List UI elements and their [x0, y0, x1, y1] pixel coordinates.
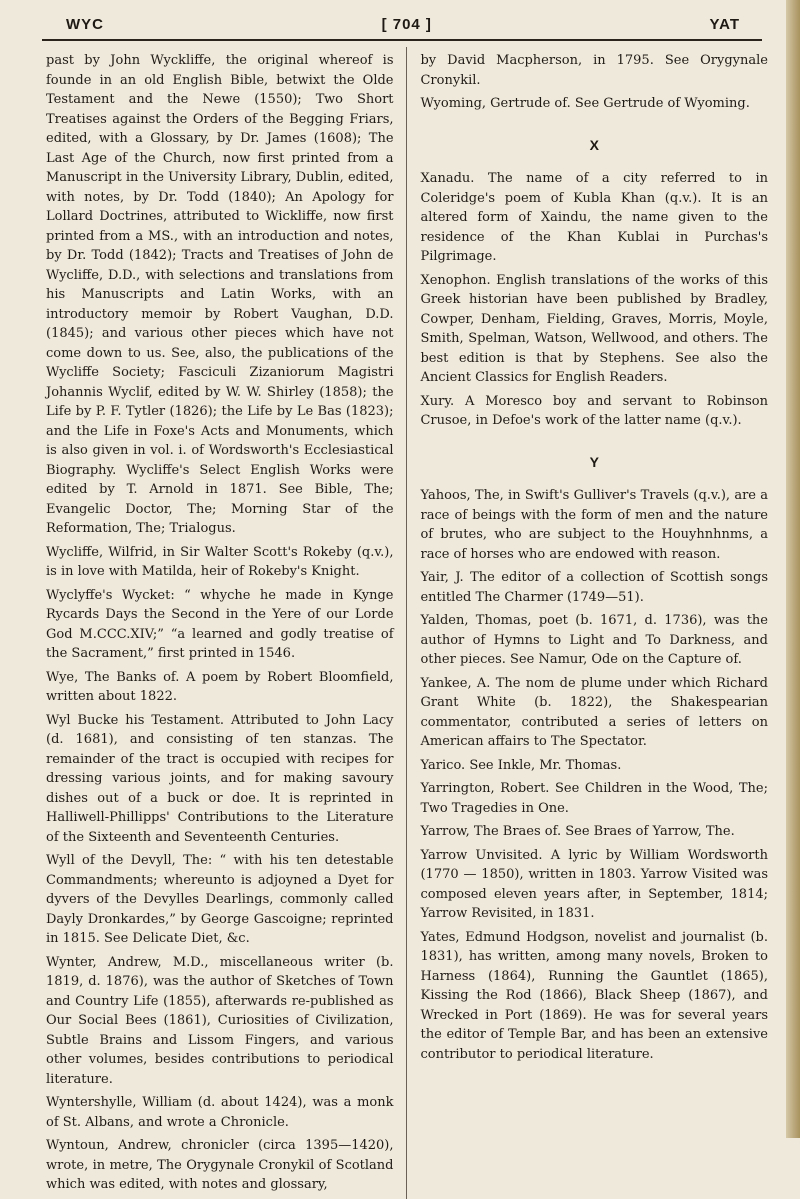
entry-yalden: Yalden, Thomas, poet (b. 1671, d. 1736), was the author of Hymns to Light and To Darkness, and other pieces. See Namur, Ode on the Capture of.: [420, 613, 768, 667]
running-header: [26, 16, 774, 33]
entry-wyclyffes-wycket: Wyclyffe's Wycket: “ whyche he made in Kynge Rycards Days the Second in the Yere of our Lorde God M.CCC.XIV;” “a learned and godly treatise of the Sacrament,” first printed in 1546.: [46, 587, 394, 661]
entry-yarrington: Yarrington, Robert. See Children in the Wood, The; Two Tragedies in One.: [420, 781, 768, 816]
entry-wyl-bucke: Wyl Bucke his Testament. Attributed to John Lacy (d. 1681), and consisting of ten stanzas. The remainder of the tract is occupied with recipes for dressing various joints, and for making savoury dishes out of a buck or doe. It is reprinted in Halliwell-Phillipps' Contributions to the Literature of the Sixteenth and Seventeenth Centuries.: [46, 712, 394, 845]
section-letter-y: Y: [589, 453, 599, 470]
entry-yahoos: Yahoos, The, in Swift's Gulliver's Travels (q.v.), are a race of beings with the form of men and the nature of brutes, who are subject to the Houyhnhnms, a race of horses who are endowed with reason.: [420, 488, 768, 562]
left-column: [26, 51, 406, 1199]
entry-xanadu: Xanadu. The name of a city referred to in Coleridge's poem of Kubla Khan (q.v.). It is an altered form of Xaindu, the name given to the residence of the Khan Kublai in Purchas's Pilgrimage.: [420, 171, 768, 264]
right-column: [406, 51, 774, 1199]
page-edge-shading: [786, 0, 800, 1138]
entry-wyntoun: Wyntoun, Andrew, chronicler (circa 1395—1420), wrote, in metre, The Orygynale Cronykil of Scotland which was edited, with notes and glossary,: [46, 1138, 394, 1192]
entry-wynter-andrew: Wynter, Andrew, M.D., miscellaneous writer (b. 1819, d. 1876), was the author of Sketches of Town and Country Life (1855), afterwards re-published as Our Social Bees (1861), Curiosities of Civilization, Subtle Brains and Lissom Fingers, and various other volumes, besides contributions to periodical literature.: [46, 954, 394, 1087]
entry-yarrow-unvisited: Yarrow Unvisited. A lyric by William Wordsworth (1770 — 1850), written in 1803. Yarrow Visited was composed eleven years after, in September, 1814; Yarrow Revisited, in 1831.: [420, 847, 768, 921]
header-rule: [42, 39, 762, 41]
entry-yates: Yates, Edmund Hodgson, novelist and journalist (b. 1831), has written, among many novels, Broken to Harness (1864), Running the Gauntlet (1865), Kissing the Rod (1866), Black Sheep (1867), and Wrecked in Port (1869). He was for several years the editor of Temple Bar, and has been an extensive contributor to periodical literature.: [420, 929, 768, 1062]
entry-wyntershylle: Wyntershylle, William (d. about 1424), was a monk of St. Albans, and wrote a Chronicle.: [46, 1095, 394, 1130]
entry-xury: Xury. A Moresco boy and servant to Robinson Crusoe, in Defoe's work of the latter name (q.v.).: [420, 393, 768, 428]
entry-wycliffe-wilfrid: Wycliffe, Wilfrid, in Sir Walter Scott's Rokeby (q.v.), is in love with Matilda, heir of Rokeby's Knight.: [46, 544, 394, 579]
entry-wyll-devyll: Wyll of the Devyll, The: “ with his ten detestable Commandments; whereunto is adjoyned a Dyet for dyvers of the Devylles Dearlings, commonly called Dayly Dronkardes,” by George Gascoigne; reprinted in 1815. See Delicate Diet, &c.: [46, 853, 394, 946]
two-column-body: [26, 51, 774, 1199]
entry-wyoming-gertrude: Wyoming, Gertrude of. See Gertrude of Wyoming.: [420, 96, 750, 111]
entry-wye-banks: Wye, The Banks of. A poem by Robert Bloomfield, written about 1822.: [46, 669, 394, 704]
entry-yarrow-braes: Yarrow, The Braes of. See Braes of Yarrow, The.: [420, 824, 735, 839]
header-page-number: [ 704 ]: [381, 16, 432, 33]
header-right-guide-word: YAT: [709, 16, 740, 33]
header-left-guide-word: WYC: [66, 16, 104, 33]
entry-yankee: Yankee, A. The nom de plume under which Richard Grant White (b. 1822), the Shakespearian commentator, contributed a series of letters on American affairs to The Spectator.: [420, 675, 768, 749]
entry-wycliffe-continued: past by John Wyckliffe, the original whereof is founde in an old English Bible, betwixt the Olde Testament and the Newe (1550); Two Short Treatises against the Orders of the Begging Friars, edited, with a Glossary, by Dr. James (1608); The Last Age of the Church, now first printed from a Manuscript in the University Library, Dublin, edited, with notes, by Dr. Todd (1840); An Apology for Lollard Doctrines, attributed to Wickliffe, now first printed from a MS., with an introduction and notes, by Dr. Todd (1842); Tracts and Treatises of John de Wycliffe, D.D., with selections and translations from his Manuscripts and Latin Works, with an introductory memoir by Robert Vaughan, D.D. (1845); and various other pieces which have not come down to us. See, also, the publications of the Wycliffe Society; Fasciculi Zizaniorum Magistri Johannis Wyclif, edited by W. W. Shirley (1858); the Life by P. F. Tytler (1826); the Life by Le Bas (1823); and the Life in Foxe's Acts and Monuments, which is also given in vol. i. of Wordsworth's Ecclesiastical Biography. Wycliffe's Select English Works were edited by T. Arnold in 1871. See Bible, The; Evangelic Doctor, The; Morning Star of the Reformation, The; Trialogus.: [46, 53, 394, 536]
section-letter-x: X: [589, 136, 599, 153]
entry-wyntoun-continued: by David Macpherson, in 1795. See Orygynale Cronykil.: [420, 53, 768, 88]
entry-yair: Yair, J. The editor of a collection of Scottish songs entitled The Charmer (1749—51).: [420, 570, 768, 605]
entry-xenophon: Xenophon. English translations of the works of this Greek historian have been published by Bradley, Cowper, Denham, Fielding, Graves, Morris, Moyle, Smith, Spelman, Watson, Wellwood, and others. The best edition is that by Stephens. See also the Ancient Classics for English Readers.: [420, 272, 768, 385]
entry-yarico: Yarico. See Inkle, Mr. Thomas.: [420, 757, 622, 773]
